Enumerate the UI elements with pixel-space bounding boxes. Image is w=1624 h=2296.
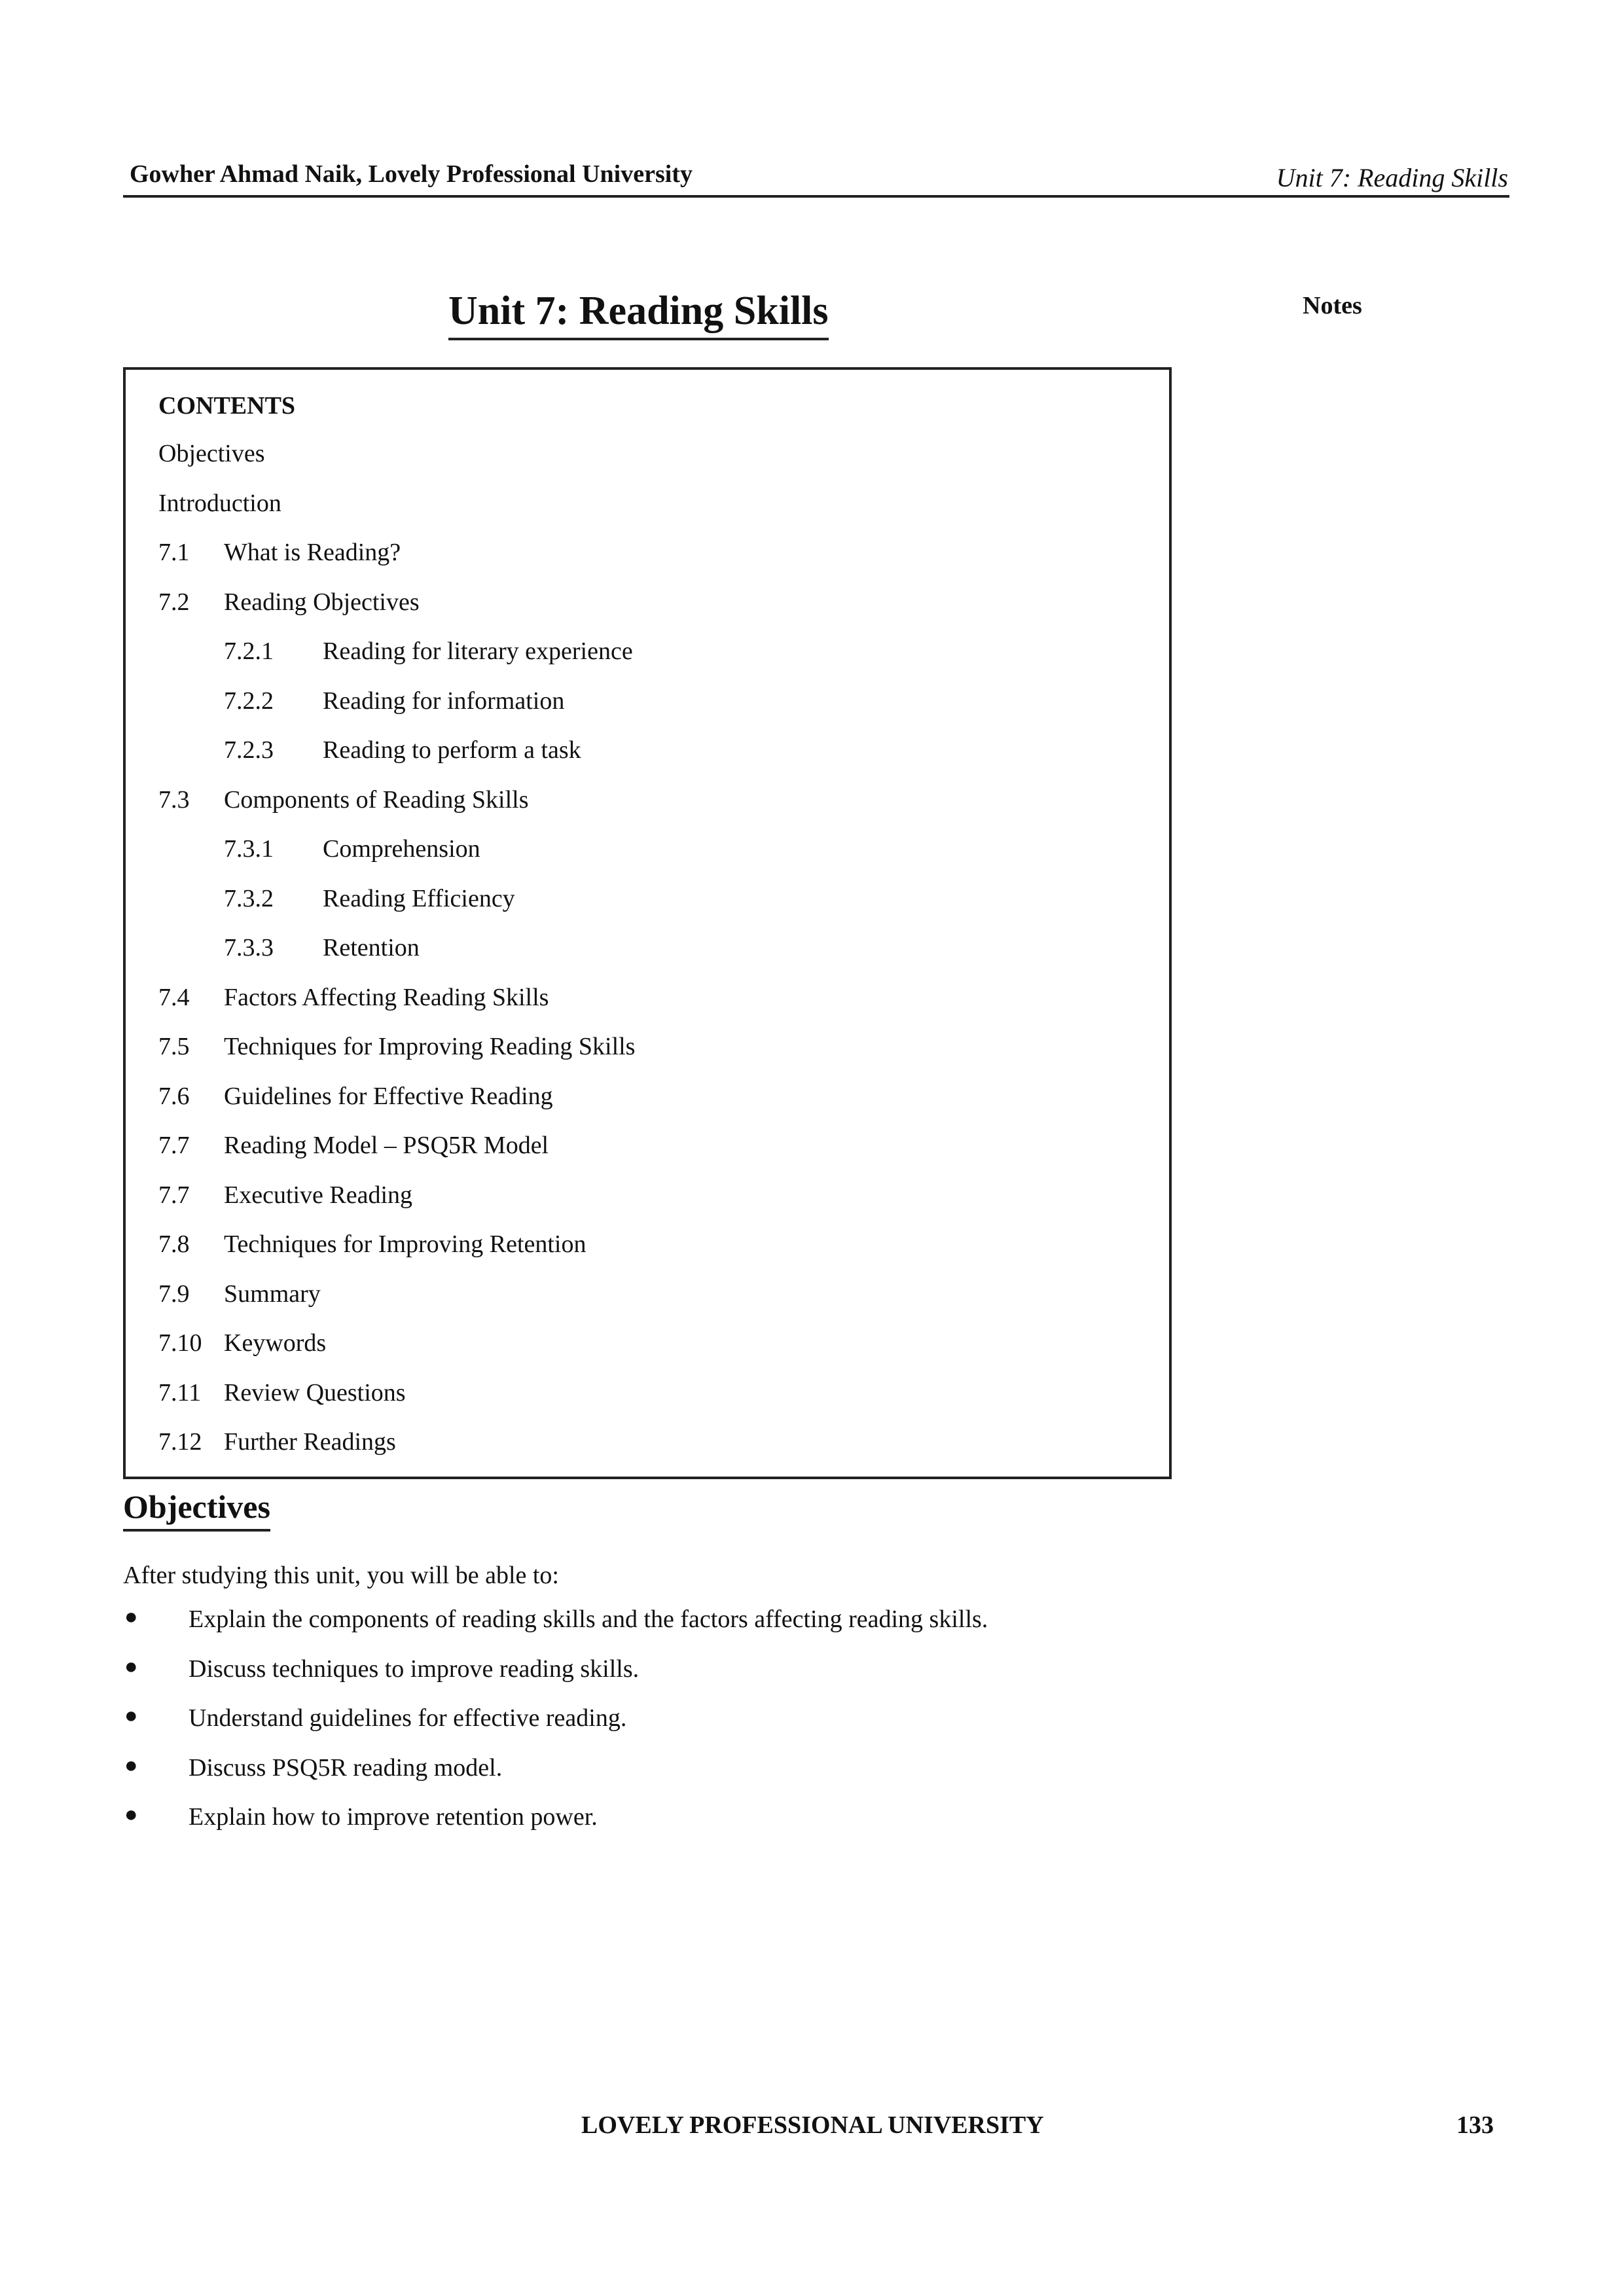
toc-item-number: 7.2.1 — [224, 637, 274, 665]
bullet-icon: ● — [124, 1803, 138, 1827]
toc-item-title: Objectives — [158, 440, 265, 467]
toc-item — [158, 588, 1108, 637]
toc-item-number: 7.10 — [158, 1329, 202, 1357]
toc-item-title: Reading for information — [323, 687, 565, 715]
toc-subitem — [158, 834, 1108, 884]
objective-text: Explain how to improve retention power. — [189, 1803, 598, 1831]
toc-item — [158, 983, 1108, 1033]
page-number: 133 — [1456, 2111, 1494, 2139]
toc-item-number: 7.7 — [158, 1181, 190, 1209]
toc-item-title: Retention — [323, 934, 420, 961]
toc-item-number: 7.9 — [158, 1280, 190, 1308]
toc-item-number: 7.4 — [158, 983, 190, 1011]
running-header — [123, 156, 1509, 198]
toc-item — [158, 1131, 1108, 1181]
objectives-intro: After studying this unit, you will be able to: — [123, 1562, 559, 1589]
toc-item-title: Guidelines for Effective Reading — [224, 1082, 553, 1110]
toc-item-title: Techniques for Improving Retention — [224, 1230, 586, 1258]
objective-item — [123, 1605, 1367, 1655]
toc-item-number: 7.5 — [158, 1033, 190, 1060]
page-title: Unit 7: Reading Skills — [448, 285, 829, 340]
toc-item-title: Executive Reading — [224, 1181, 413, 1209]
toc-item-title: Factors Affecting Reading Skills — [224, 983, 549, 1011]
objective-text: Understand guidelines for effective reading. — [189, 1704, 627, 1732]
toc-item — [158, 1230, 1108, 1280]
notes-margin-label: Notes — [1303, 292, 1362, 319]
toc-item — [158, 439, 1108, 489]
toc-item-title: Reading Efficiency — [323, 884, 515, 912]
bullet-icon: ● — [124, 1704, 138, 1728]
toc-item-title: Reading for literary experience — [323, 637, 633, 665]
toc-item-number: 7.7 — [158, 1132, 190, 1159]
objective-item — [123, 1704, 1367, 1753]
bullet-icon: ● — [124, 1753, 138, 1778]
toc-item-number: 7.3 — [158, 785, 190, 814]
toc-subitem — [158, 687, 1108, 736]
toc-item-number: 7.12 — [158, 1428, 202, 1456]
toc-item-number: 7.3.3 — [224, 934, 274, 961]
toc-subitem — [158, 933, 1108, 983]
toc-item — [158, 1427, 1108, 1477]
header-author: Gowher Ahmad Naik, Lovely Professional University — [130, 160, 693, 188]
toc-item-number: 7.1 — [158, 539, 190, 566]
header-unit-title: Unit 7: Reading Skills — [1276, 163, 1508, 192]
objective-item — [123, 1803, 1367, 1852]
toc-item-title: Reading Objectives — [224, 588, 420, 616]
toc-item-title: Components of Reading Skills — [224, 785, 529, 814]
objective-item — [123, 1655, 1367, 1704]
toc-item-title: Introduction — [158, 489, 281, 517]
toc-item — [158, 489, 1108, 539]
toc-item-title: Summary — [224, 1280, 321, 1308]
toc-item-title: Review Questions — [224, 1378, 406, 1407]
objective-item — [123, 1753, 1367, 1803]
contents-box — [123, 367, 1172, 1479]
footer-institution: LOVELY PROFESSIONAL UNIVERSITY — [581, 2111, 1044, 2139]
bullet-icon: ● — [124, 1654, 138, 1679]
toc-item — [158, 1329, 1108, 1378]
objectives-heading: Objectives — [123, 1486, 270, 1532]
toc-item-number: 7.6 — [158, 1082, 190, 1110]
toc-subitem — [158, 637, 1108, 687]
objective-text: Explain the components of reading skills and the factors affecting reading skills. — [189, 1605, 988, 1633]
toc-list — [158, 439, 1108, 1477]
objective-text: Discuss techniques to improve reading skills. — [189, 1655, 640, 1683]
toc-item — [158, 1280, 1108, 1329]
toc-item-title: Keywords — [224, 1329, 327, 1357]
toc-subitem — [158, 736, 1108, 785]
toc-item-number: 7.3.1 — [224, 835, 274, 863]
toc-item — [158, 1378, 1108, 1428]
toc-item — [158, 1181, 1108, 1230]
objectives-list — [123, 1605, 1367, 1852]
toc-item — [158, 1082, 1108, 1132]
toc-subitem — [158, 884, 1108, 934]
toc-item-number: 7.2.3 — [224, 736, 274, 764]
contents-heading: CONTENTS — [158, 392, 296, 420]
toc-item-title: Reading Model – PSQ5R Model — [224, 1132, 549, 1159]
toc-item-number: 7.3.2 — [224, 884, 274, 912]
toc-item-title: Techniques for Improving Reading Skills — [224, 1033, 636, 1060]
objective-text: Discuss PSQ5R reading model. — [189, 1753, 503, 1782]
toc-item-title: Comprehension — [323, 835, 480, 863]
bullet-icon: ● — [124, 1605, 138, 1629]
toc-item-number: 7.8 — [158, 1230, 190, 1258]
toc-item-number: 7.2.2 — [224, 687, 274, 715]
toc-item — [158, 538, 1108, 588]
toc-item-number: 7.2 — [158, 588, 190, 616]
toc-item-title: Reading to perform a task — [323, 736, 581, 764]
toc-item — [158, 1032, 1108, 1082]
toc-item — [158, 785, 1108, 835]
toc-item-title: What is Reading? — [224, 539, 401, 566]
toc-item-number: 7.11 — [158, 1378, 202, 1407]
toc-item-title: Further Readings — [224, 1428, 396, 1456]
